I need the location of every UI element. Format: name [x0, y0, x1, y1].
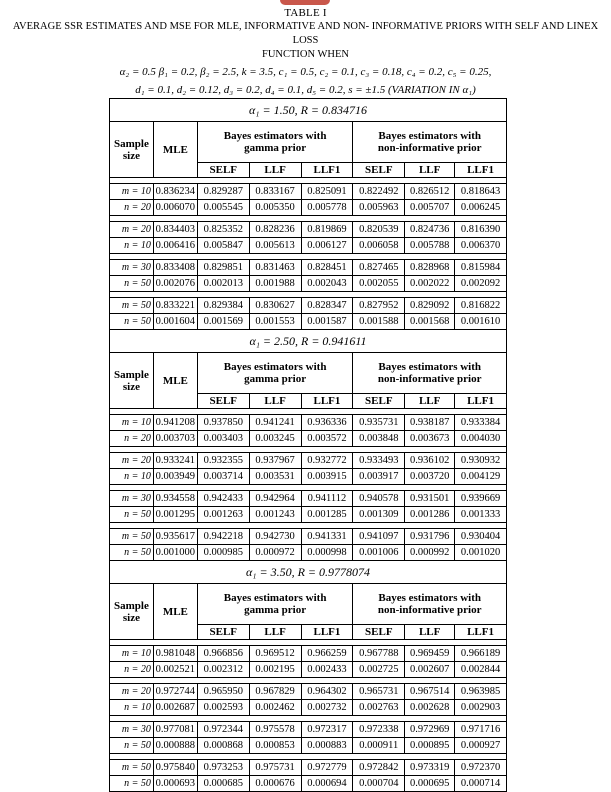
- estimator-value: 0.000685: [197, 776, 249, 792]
- estimator-value: 0.942218: [197, 529, 249, 545]
- estimator-value: 0.941241: [249, 415, 301, 431]
- estimator-value: 0.002628: [405, 700, 455, 716]
- estimator-value: 0.002013: [197, 276, 249, 292]
- estimator-value: 0.964302: [301, 684, 353, 700]
- sample-size-cell: n = 50: [110, 738, 154, 754]
- estimator-value: 0.830627: [249, 298, 301, 314]
- caption-params-1: α₂ = 0.5 β₁ = 0.2, β₂ = 2.5, k = 3.5, c₁ = 0.5, c₂ = 0.1, c₃ = 0.18, c₄ = 0.2, c₅ = 0.25,: [119, 66, 492, 78]
- table-row: [110, 431, 507, 447]
- mle-value: 0.833408: [153, 260, 197, 276]
- section-title: α₁ = 1.50, R = 0.834716: [110, 99, 507, 122]
- estimator-value: 0.002903: [455, 700, 507, 716]
- header-sample-size: Sample size: [110, 353, 154, 409]
- estimator-value: 0.000694: [301, 776, 353, 792]
- sample-size-cell: n = 20: [110, 662, 154, 678]
- header-col-llf: LLF: [249, 625, 301, 640]
- header-sample-size: Sample size: [110, 122, 154, 178]
- estimator-value: 0.004129: [455, 469, 507, 485]
- header-col-llf1: LLF1: [301, 625, 353, 640]
- caption-params-2: d₁ = 0.1, d₂ = 0.12, d₃ = 0.2, d₄ = 0.1, d₅ = 0.2, s = ±1.5 (VARIATION IN α₁): [135, 84, 476, 96]
- estimator-value: 0.000998: [301, 545, 353, 561]
- sample-size-cell: n = 50: [110, 276, 154, 292]
- mle-value: 0.003703: [153, 431, 197, 447]
- estimator-value: 0.972317: [301, 722, 353, 738]
- sample-size-cell: n = 20: [110, 200, 154, 216]
- mle-value: 0.977081: [153, 722, 197, 738]
- estimator-value: 0.829384: [197, 298, 249, 314]
- estimator-value: 0.002607: [405, 662, 455, 678]
- mle-value: 0.935617: [153, 529, 197, 545]
- estimator-value: 0.827952: [353, 298, 405, 314]
- mle-value: 0.006070: [153, 200, 197, 216]
- estimator-value: 0.972842: [353, 760, 405, 776]
- estimator-value: 0.963985: [455, 684, 507, 700]
- estimator-value: 0.005963: [353, 200, 405, 216]
- estimator-value: 0.006245: [455, 200, 507, 216]
- mle-value: 0.006416: [153, 238, 197, 254]
- table-row: [110, 238, 507, 254]
- estimator-value: 0.942730: [249, 529, 301, 545]
- header-col-llf: LLF: [405, 625, 455, 640]
- header-gamma-prior: Bayes estimators with gamma prior: [197, 353, 353, 394]
- mle-value: 0.002076: [153, 276, 197, 292]
- scan-mark: [280, 0, 330, 5]
- estimator-value: 0.933493: [353, 453, 405, 469]
- estimator-value: 0.940578: [353, 491, 405, 507]
- estimator-value: 0.002593: [197, 700, 249, 716]
- table-row: [110, 222, 507, 238]
- estimator-value: 0.002433: [301, 662, 353, 678]
- estimator-value: 0.932772: [301, 453, 353, 469]
- estimator-value: 0.003720: [405, 469, 455, 485]
- sample-size-cell: n = 50: [110, 776, 154, 792]
- table-row: [110, 415, 507, 431]
- estimator-value: 0.972338: [353, 722, 405, 738]
- sample-size-cell: m = 10: [110, 184, 154, 200]
- table-row: [110, 722, 507, 738]
- estimator-value: 0.005707: [405, 200, 455, 216]
- mle-value: 0.975840: [153, 760, 197, 776]
- estimator-value: 0.003572: [301, 431, 353, 447]
- header-noninformative-prior: Bayes estimators with non-informative prior: [353, 584, 507, 625]
- header-row: [110, 584, 507, 625]
- sample-size-cell: n = 50: [110, 545, 154, 561]
- mle-value: 0.002687: [153, 700, 197, 716]
- mle-value: 0.833221: [153, 298, 197, 314]
- estimator-value: 0.003917: [353, 469, 405, 485]
- header-col-self: SELF: [197, 625, 249, 640]
- estimator-value: 0.000676: [249, 776, 301, 792]
- sample-size-cell: m = 20: [110, 453, 154, 469]
- header-col-llf1: LLF1: [301, 394, 353, 409]
- results-table: [109, 98, 507, 792]
- estimator-value: 0.000704: [353, 776, 405, 792]
- mle-value: 0.000888: [153, 738, 197, 754]
- estimator-value: 0.972779: [301, 760, 353, 776]
- estimator-value: 0.000714: [455, 776, 507, 792]
- estimator-value: 0.003714: [197, 469, 249, 485]
- table-caption: [0, 6, 611, 97]
- estimator-value: 0.935731: [353, 415, 405, 431]
- estimator-value: 0.001553: [249, 314, 301, 330]
- estimator-value: 0.967829: [249, 684, 301, 700]
- estimator-value: 0.000927: [455, 738, 507, 754]
- sample-size-cell: n = 10: [110, 700, 154, 716]
- table-row: [110, 260, 507, 276]
- section-title: α₁ = 3.50, R = 0.9778074: [110, 561, 507, 584]
- section-title-row: [110, 330, 507, 353]
- estimator-value: 0.001568: [405, 314, 455, 330]
- estimator-value: 0.966856: [197, 646, 249, 662]
- section-title: α₁ = 2.50, R = 0.941611: [110, 330, 507, 353]
- sample-size-cell: n = 10: [110, 469, 154, 485]
- estimator-value: 0.966259: [301, 646, 353, 662]
- estimator-value: 0.816390: [455, 222, 507, 238]
- estimator-value: 0.972344: [197, 722, 249, 738]
- estimator-value: 0.000911: [353, 738, 405, 754]
- estimator-value: 0.000985: [197, 545, 249, 561]
- estimator-value: 0.002732: [301, 700, 353, 716]
- estimator-value: 0.967514: [405, 684, 455, 700]
- table-row: [110, 646, 507, 662]
- sample-size-cell: m = 30: [110, 260, 154, 276]
- estimator-value: 0.967788: [353, 646, 405, 662]
- mle-value: 0.003949: [153, 469, 197, 485]
- estimator-value: 0.828451: [301, 260, 353, 276]
- estimator-value: 0.937850: [197, 415, 249, 431]
- estimator-value: 0.002022: [405, 276, 455, 292]
- estimator-value: 0.825091: [301, 184, 353, 200]
- header-col-llf1: LLF1: [455, 163, 507, 178]
- sample-size-cell: m = 10: [110, 646, 154, 662]
- table-row: [110, 662, 507, 678]
- mle-value: 0.002521: [153, 662, 197, 678]
- estimator-value: 0.824736: [405, 222, 455, 238]
- estimator-value: 0.003403: [197, 431, 249, 447]
- estimator-value: 0.972969: [405, 722, 455, 738]
- table-title: TABLE I: [284, 7, 327, 19]
- estimator-value: 0.005778: [301, 200, 353, 216]
- estimator-value: 0.001610: [455, 314, 507, 330]
- estimator-value: 0.828236: [249, 222, 301, 238]
- estimator-value: 0.973253: [197, 760, 249, 776]
- estimator-value: 0.000992: [405, 545, 455, 561]
- table-row: [110, 184, 507, 200]
- estimator-value: 0.001569: [197, 314, 249, 330]
- caption-line-2: FUNCTION WHEN: [261, 49, 349, 60]
- header-mle: MLE: [153, 353, 197, 409]
- estimator-value: 0.005847: [197, 238, 249, 254]
- header-col-llf: LLF: [249, 394, 301, 409]
- table-row: [110, 507, 507, 523]
- estimator-value: 0.975578: [249, 722, 301, 738]
- estimator-value: 0.006370: [455, 238, 507, 254]
- header-gamma-prior: Bayes estimators with gamma prior: [197, 122, 353, 163]
- sample-size-cell: n = 50: [110, 507, 154, 523]
- table-row: [110, 491, 507, 507]
- mle-value: 0.981048: [153, 646, 197, 662]
- estimator-value: 0.002312: [197, 662, 249, 678]
- estimator-value: 0.000972: [249, 545, 301, 561]
- estimator-value: 0.828968: [405, 260, 455, 276]
- header-col-llf: LLF: [405, 163, 455, 178]
- estimator-value: 0.930404: [455, 529, 507, 545]
- estimator-value: 0.002055: [353, 276, 405, 292]
- header-noninformative-prior: Bayes estimators with non-informative prior: [353, 353, 507, 394]
- header-col-llf1: LLF1: [455, 625, 507, 640]
- mle-value: 0.933241: [153, 453, 197, 469]
- estimator-value: 0.002043: [301, 276, 353, 292]
- header-col-self: SELF: [353, 625, 405, 640]
- estimator-value: 0.002462: [249, 700, 301, 716]
- estimator-value: 0.828347: [301, 298, 353, 314]
- table-row: [110, 529, 507, 545]
- estimator-value: 0.937967: [249, 453, 301, 469]
- header-col-llf: LLF: [249, 163, 301, 178]
- sample-size-cell: m = 50: [110, 529, 154, 545]
- estimator-value: 0.005350: [249, 200, 301, 216]
- estimator-value: 0.966189: [455, 646, 507, 662]
- estimator-value: 0.930932: [455, 453, 507, 469]
- estimator-value: 0.001263: [197, 507, 249, 523]
- estimator-value: 0.006058: [353, 238, 405, 254]
- estimator-value: 0.000883: [301, 738, 353, 754]
- estimator-value: 0.936336: [301, 415, 353, 431]
- estimator-value: 0.820539: [353, 222, 405, 238]
- estimator-value: 0.002763: [353, 700, 405, 716]
- header-col-llf: LLF: [405, 394, 455, 409]
- estimator-value: 0.001587: [301, 314, 353, 330]
- header-col-self: SELF: [353, 163, 405, 178]
- table-row: [110, 200, 507, 216]
- estimator-value: 0.971716: [455, 722, 507, 738]
- header-col-llf1: LLF1: [301, 163, 353, 178]
- estimator-value: 0.939669: [455, 491, 507, 507]
- estimator-value: 0.936102: [405, 453, 455, 469]
- estimator-value: 0.826512: [405, 184, 455, 200]
- header-col-self: SELF: [197, 163, 249, 178]
- estimator-value: 0.002092: [455, 276, 507, 292]
- estimator-value: 0.829851: [197, 260, 249, 276]
- estimator-value: 0.005788: [405, 238, 455, 254]
- estimator-value: 0.833167: [249, 184, 301, 200]
- section-title-row: [110, 561, 507, 584]
- sample-size-cell: m = 30: [110, 491, 154, 507]
- sample-size-cell: m = 20: [110, 222, 154, 238]
- table-row: [110, 276, 507, 292]
- header-sample-size: Sample size: [110, 584, 154, 640]
- sample-size-cell: n = 20: [110, 431, 154, 447]
- table-row: [110, 469, 507, 485]
- estimator-value: 0.002725: [353, 662, 405, 678]
- header-mle: MLE: [153, 584, 197, 640]
- estimator-value: 0.942964: [249, 491, 301, 507]
- estimator-value: 0.001309: [353, 507, 405, 523]
- table-row: [110, 776, 507, 792]
- estimator-value: 0.822492: [353, 184, 405, 200]
- estimator-value: 0.004030: [455, 431, 507, 447]
- sample-size-cell: n = 10: [110, 238, 154, 254]
- mle-value: 0.001604: [153, 314, 197, 330]
- estimator-value: 0.000853: [249, 738, 301, 754]
- estimator-value: 0.002195: [249, 662, 301, 678]
- estimator-value: 0.829092: [405, 298, 455, 314]
- table-row: [110, 700, 507, 716]
- estimator-value: 0.941331: [301, 529, 353, 545]
- sample-size-cell: m = 10: [110, 415, 154, 431]
- header-col-self: SELF: [197, 394, 249, 409]
- estimator-value: 0.825352: [197, 222, 249, 238]
- estimator-value: 0.001243: [249, 507, 301, 523]
- estimator-value: 0.942433: [197, 491, 249, 507]
- table-row: [110, 684, 507, 700]
- estimator-value: 0.969512: [249, 646, 301, 662]
- estimator-value: 0.001020: [455, 545, 507, 561]
- estimator-value: 0.931501: [405, 491, 455, 507]
- estimator-value: 0.001333: [455, 507, 507, 523]
- sample-size-cell: n = 50: [110, 314, 154, 330]
- table-row: [110, 314, 507, 330]
- table-row: [110, 545, 507, 561]
- mle-value: 0.972744: [153, 684, 197, 700]
- sample-size-cell: m = 30: [110, 722, 154, 738]
- table-row: [110, 738, 507, 754]
- mle-value: 0.836234: [153, 184, 197, 200]
- estimator-value: 0.001588: [353, 314, 405, 330]
- mle-value: 0.934558: [153, 491, 197, 507]
- estimator-value: 0.818643: [455, 184, 507, 200]
- estimator-value: 0.932355: [197, 453, 249, 469]
- sample-size-cell: m = 50: [110, 760, 154, 776]
- mle-value: 0.001295: [153, 507, 197, 523]
- estimator-value: 0.827465: [353, 260, 405, 276]
- estimator-value: 0.965731: [353, 684, 405, 700]
- estimator-value: 0.965950: [197, 684, 249, 700]
- estimator-value: 0.002844: [455, 662, 507, 678]
- estimator-value: 0.815984: [455, 260, 507, 276]
- estimator-value: 0.003915: [301, 469, 353, 485]
- table-row: [110, 760, 507, 776]
- estimator-value: 0.941112: [301, 491, 353, 507]
- estimator-value: 0.000868: [197, 738, 249, 754]
- estimator-value: 0.003848: [353, 431, 405, 447]
- table-row: [110, 453, 507, 469]
- estimator-value: 0.831463: [249, 260, 301, 276]
- estimator-value: 0.931796: [405, 529, 455, 545]
- header-row: [110, 122, 507, 163]
- mle-value: 0.001000: [153, 545, 197, 561]
- header-mle: MLE: [153, 122, 197, 178]
- mle-value: 0.834403: [153, 222, 197, 238]
- estimator-value: 0.001286: [405, 507, 455, 523]
- estimator-value: 0.829287: [197, 184, 249, 200]
- estimator-value: 0.001285: [301, 507, 353, 523]
- estimator-value: 0.938187: [405, 415, 455, 431]
- estimator-value: 0.000895: [405, 738, 455, 754]
- caption-line-1: AVERAGE SSR ESTIMATES AND MSE FOR MLE, INFORMATIVE AND NON- INFORMATIVE PRIORS WITH SELF AND LINEX LOSS: [12, 21, 599, 46]
- estimator-value: 0.933384: [455, 415, 507, 431]
- estimator-value: 0.006127: [301, 238, 353, 254]
- estimator-value: 0.000695: [405, 776, 455, 792]
- estimator-value: 0.972370: [455, 760, 507, 776]
- estimator-value: 0.003531: [249, 469, 301, 485]
- estimator-value: 0.973319: [405, 760, 455, 776]
- estimator-value: 0.816822: [455, 298, 507, 314]
- estimator-value: 0.819869: [301, 222, 353, 238]
- estimator-value: 0.001988: [249, 276, 301, 292]
- table-row: [110, 298, 507, 314]
- estimator-value: 0.003673: [405, 431, 455, 447]
- mle-value: 0.941208: [153, 415, 197, 431]
- estimator-value: 0.005545: [197, 200, 249, 216]
- section-title-row: [110, 99, 507, 122]
- estimator-value: 0.005613: [249, 238, 301, 254]
- header-col-self: SELF: [353, 394, 405, 409]
- header-gamma-prior: Bayes estimators with gamma prior: [197, 584, 353, 625]
- header-col-llf1: LLF1: [455, 394, 507, 409]
- estimator-value: 0.001006: [353, 545, 405, 561]
- estimator-value: 0.003245: [249, 431, 301, 447]
- header-noninformative-prior: Bayes estimators with non-informative prior: [353, 122, 507, 163]
- estimator-value: 0.969459: [405, 646, 455, 662]
- sample-size-cell: m = 20: [110, 684, 154, 700]
- estimator-value: 0.975731: [249, 760, 301, 776]
- estimator-value: 0.941097: [353, 529, 405, 545]
- sample-size-cell: m = 50: [110, 298, 154, 314]
- header-row: [110, 353, 507, 394]
- mle-value: 0.000693: [153, 776, 197, 792]
